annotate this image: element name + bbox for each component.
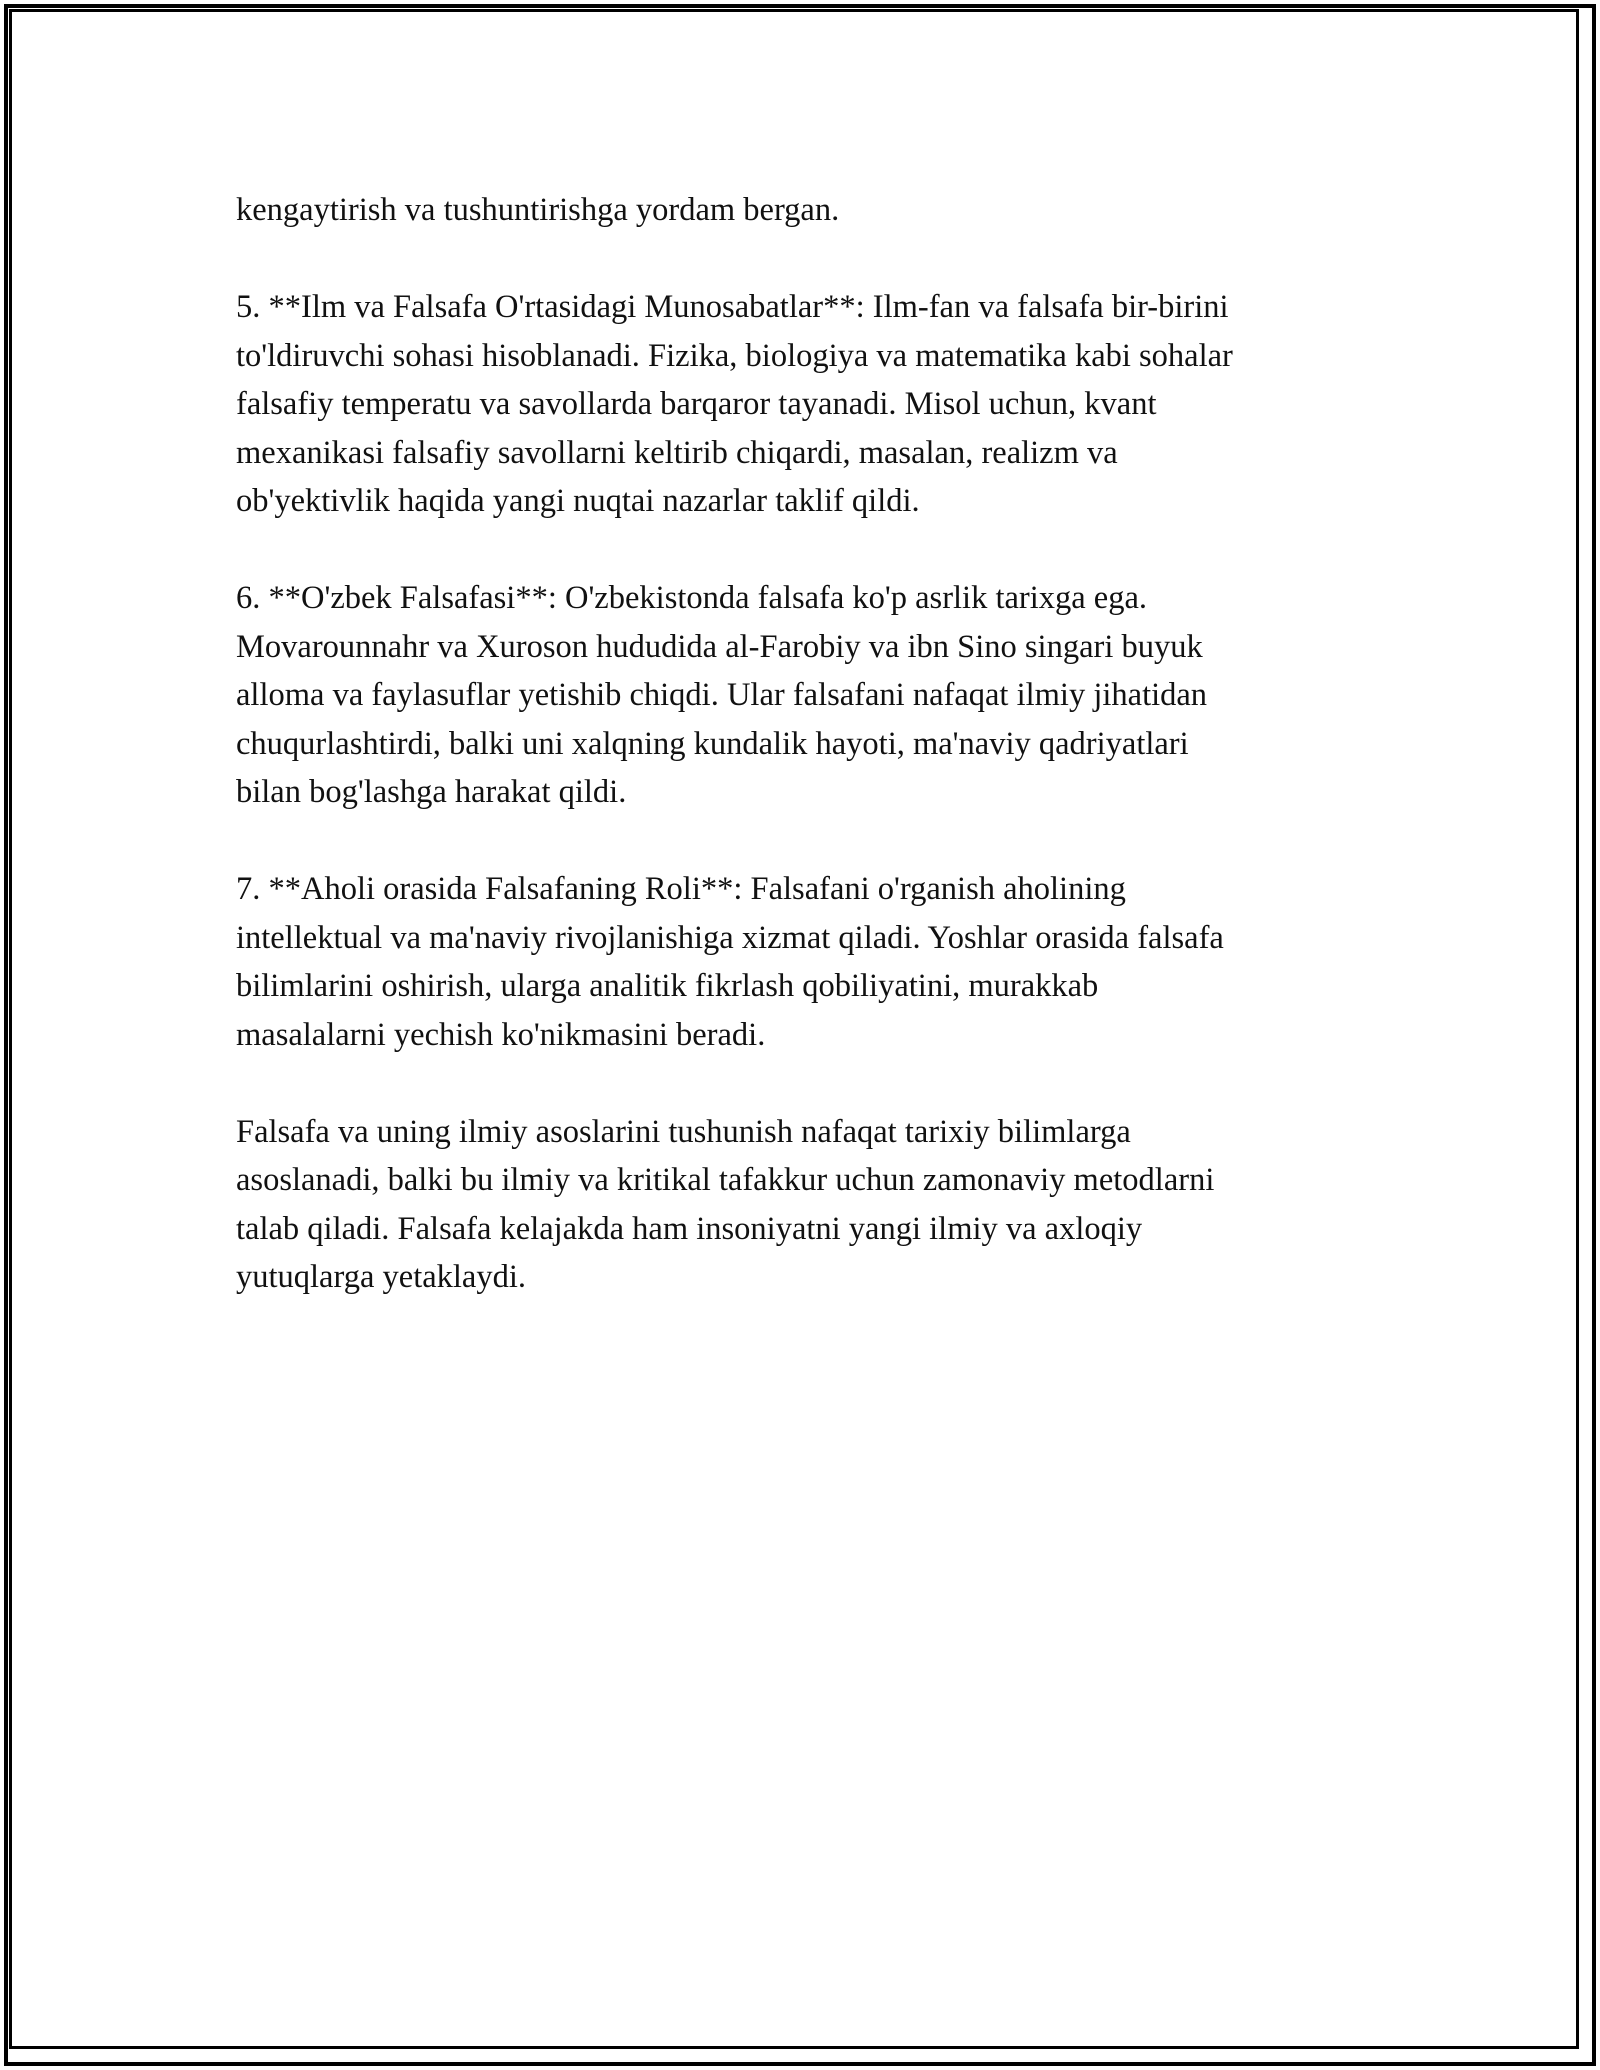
paragraph-continuation: kengaytirish va tushuntirishga yordam bergan. xyxy=(236,192,840,228)
paragraph-item-6: 6. **O'zbek Falsafasi**: O'zbekistonda falsafa ko'p asrlik tarixga ega. Movarounnahr va Xuroson hududida al-Farobiy va ibn Sino singari buyuk alloma va faylasuflar yetishib chiqdi. Ular falsafani nafaqat ilmiy jihatidan chuqurlashtirdi, balki uni xalqning kundalik hayoti, ma'naviy qadriyatlari bilan bog'lashga harakat qildi. xyxy=(236,580,1208,810)
paragraph-item-5: 5. **Ilm va Falsafa O'rtasidagi Munosabatlar**: Ilm-fan va falsafa bir-birini to'ldiruvchi sohasi hisoblanadi. Fizika, biologiya va matematika kabi sohalar falsafiy temperatu va savollarda barqaror tayanadi. Misol uchun, kvant mexanikasi falsafiy savollarni keltirib chiqardi, masalan, realizm va ob'yektivlik haqida yangi nuqtai nazarlar taklif qildi. xyxy=(236,289,1233,519)
paragraph-conclusion: Falsafa va uning ilmiy asoslarini tushunish nafaqat tarixiy bilimlarga asoslanadi, balki bu ilmiy va kritikal tafakkur uchun zamonaviy metodlarni talab qiladi. Falsafa kelajakda ham insoniyatni yangi ilmiy va axloqiy yutuqlarga yetaklaydi. xyxy=(236,1113,1215,1295)
document-body xyxy=(236,186,1376,1302)
paragraph-item-7: 7. **Aholi orasida Falsafaning Roli**: Falsafani o'rganish aholining intellektual va ma'naviy rivojlanishiga xizmat qiladi. Yoshlar orasida falsafa bilimlarini oshirish, ularga analitik fikrlash qobiliyatini, murakkab masalalarni yechish ko'nikmasini beradi. xyxy=(236,871,1224,1053)
